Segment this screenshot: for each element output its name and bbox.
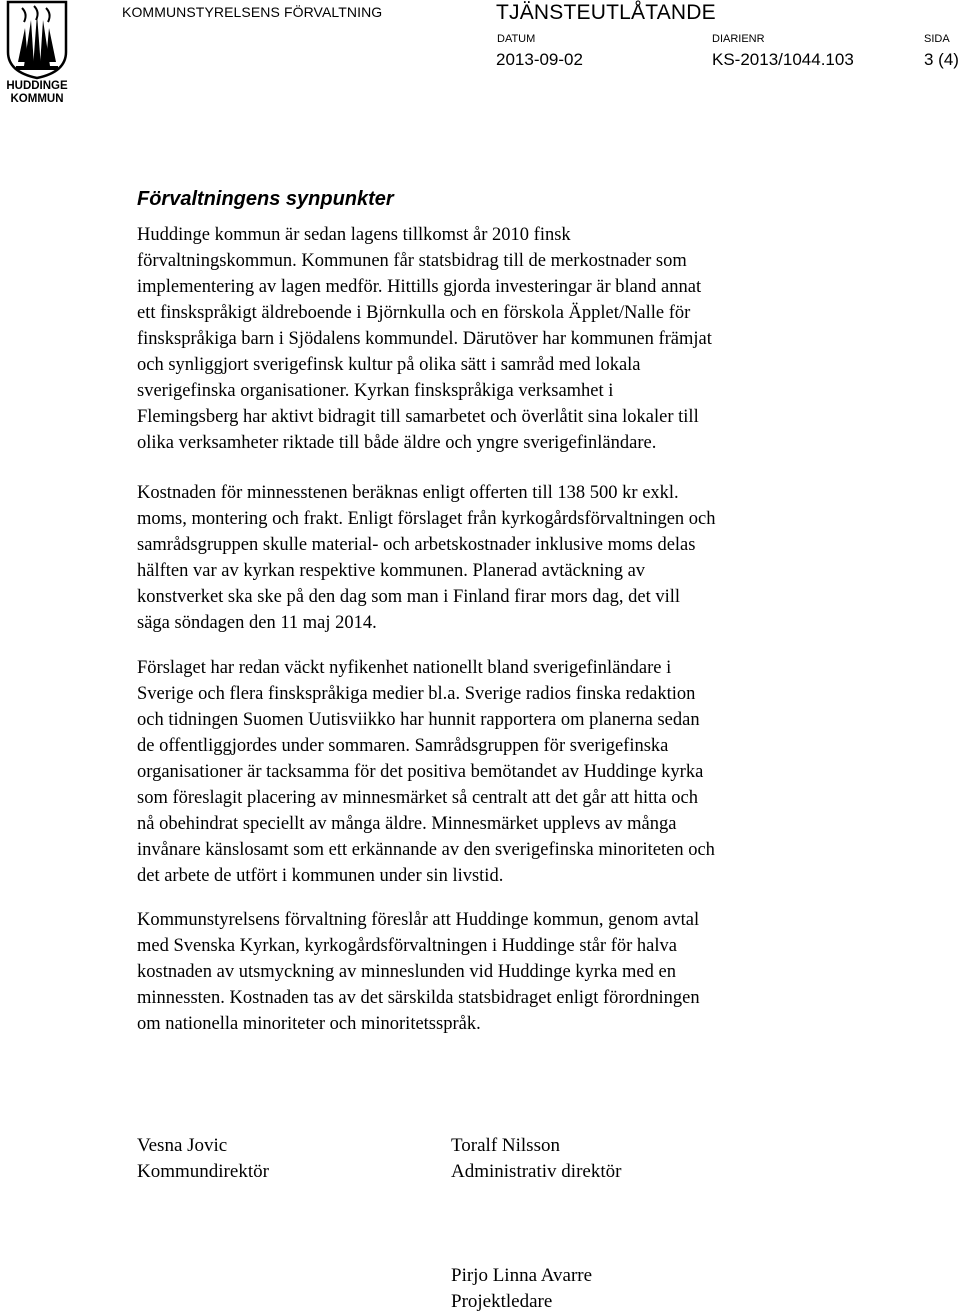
paragraph-public-interest	[137, 655, 837, 889]
text-line: kostnaden av utsmyckning av minneslunden vid Huddinge kyrka med en	[137, 962, 676, 982]
signatory-title: Kommundirektör	[137, 1161, 269, 1182]
text-line: Flemingsberg har aktivt bidragit till samarbetet och överlåtit sina lokaler till	[137, 407, 699, 427]
text-line: med Svenska Kyrkan, kyrkogårdsförvaltningen i Huddinge står för halva	[137, 936, 677, 956]
paragraph-current-situation	[137, 222, 837, 456]
text-line: och synliggjort sverigefinsk kultur på olika sätt i samråd med lokala	[137, 355, 641, 375]
text-line: minnessten. Kostnaden tas av det särskilda statsbidraget enligt förordningen	[137, 988, 700, 1008]
text-line: och tidningen Suomen Uutisviikko har hunnit rapportera om planerna sedan	[137, 710, 700, 730]
municipality-logo	[4, 0, 70, 108]
paragraph-cost	[137, 480, 837, 636]
text-line: organisationer är tacksamma för det positiva bemötandet av Huddinge kyrka	[137, 762, 704, 782]
text-line: det arbete de utfört i kommunen under sin livstid.	[137, 866, 504, 886]
text-line: finskspråkiga barn i Sjödalens kommundel. Därutöver har kommunen främjat	[137, 329, 712, 349]
text-line: om nationella minoriteter och minoritetsspråk.	[137, 1014, 481, 1034]
text-line: Kostnaden för minnesstenen beräknas enligt offerten till 138 500 kr exkl.	[137, 483, 679, 503]
signatory-name: Vesna Jovic	[137, 1135, 228, 1156]
text-line: som föreslagit placering av minnesmärket så centralt att det går att hitta och	[137, 788, 698, 808]
text-line: implementering av lagen medför. Hittills gjorda investeringar är bland annat	[137, 277, 702, 297]
logo-text-line: KOMMUN	[10, 93, 64, 105]
signatory-title: Administrativ direktör	[451, 1161, 622, 1182]
diarienr-value: KS-2013/1044.103	[712, 50, 854, 69]
text-line: hälften var av kyrkan respektive kommunen. Planerad avtäckning av	[137, 561, 646, 581]
signature-block	[451, 1133, 621, 1185]
document-type: TJÄNSTEUTLÅTANDE	[496, 1, 716, 24]
signatory-name: Pirjo Linna Avarre	[451, 1265, 593, 1286]
text-line: olika verksamheter riktade till både äldre och yngre sverigefinländare.	[137, 433, 657, 453]
text-line: förvaltningskommun. Kommunen får statsbidrag till de merkostnader som	[137, 251, 687, 271]
text-line: säga söndagen den 11 maj 2014.	[137, 613, 377, 633]
coat-of-arms-icon	[4, 0, 70, 80]
date-label: DATUM	[497, 33, 536, 45]
page-label: SIDA	[924, 33, 950, 45]
organization-name: KOMMUNSTYRELSENS FÖRVALTNING	[122, 4, 383, 20]
page-value: 3 (4)	[924, 50, 959, 69]
date-value: 2013-09-02	[496, 50, 583, 69]
text-line: sverigefinska organisationer. Kyrkan finskspråkiga verksamhet i	[137, 381, 614, 401]
section-heading: Förvaltningens synpunkter	[137, 188, 394, 210]
text-line: Huddinge kommun är sedan lagens tillkomst år 2010 finsk	[137, 225, 571, 245]
text-line: moms, montering och frakt. Enligt förslaget från kyrkogårdsförvaltningen och	[137, 509, 716, 529]
signatory-name: Toralf Nilsson	[451, 1135, 560, 1156]
text-line: de offentliggjordes under sommaren. Samrådsgruppen för sverigefinska	[137, 736, 669, 756]
text-line: ett finskspråkigt äldreboende i Björnkulla och en förskola Äpplet/Nalle för	[137, 303, 691, 323]
paragraph-proposal	[137, 907, 837, 1037]
text-line: samrådsgruppen skulle material- och arbetskostnader inklusive moms delas	[137, 535, 696, 555]
text-line: invånare känslosamt som ett erkännande av den sverigefinska minoriteten och	[137, 840, 715, 860]
logo-text-line: HUDDINGE	[6, 80, 68, 92]
text-line: Förslaget har redan väckt nyfikenhet nationellt bland sverigefinländare i	[137, 658, 672, 678]
text-line: konstverket ska ske på den dag som man i Finland firar mors dag, det vill	[137, 587, 681, 607]
text-line: nå obehindrat speciellt av många äldre. Minnesmärket upplevs av många	[137, 814, 677, 834]
text-line: Sverige och flera finskspråkiga medier bl.a. Sverige radios finska redaktion	[137, 684, 696, 704]
diarienr-label: DIARIENR	[712, 33, 765, 45]
signature-block	[137, 1133, 269, 1185]
signatory-title: Projektledare	[451, 1291, 553, 1312]
signature-block	[451, 1263, 592, 1315]
text-line: Kommunstyrelsens förvaltning föreslår att Huddinge kommun, genom avtal	[137, 910, 700, 930]
